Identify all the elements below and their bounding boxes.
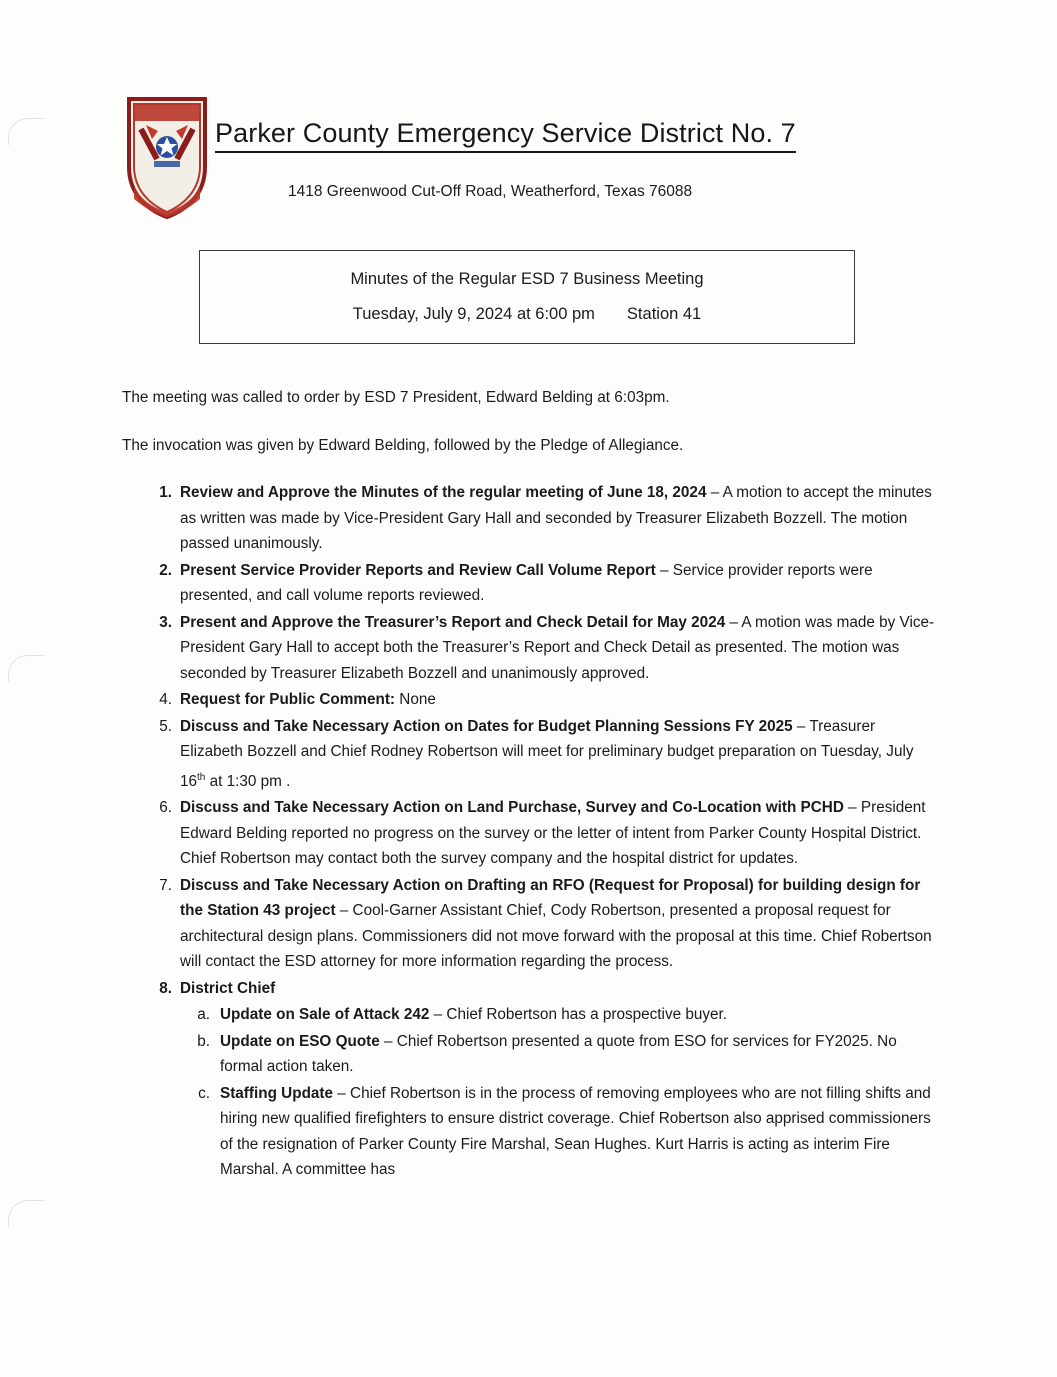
meeting-location: Station 41 <box>626 305 702 323</box>
agenda-subitem <box>180 1081 937 1183</box>
agenda-item <box>122 558 937 609</box>
agenda-subitem-number: b. <box>197 1032 210 1050</box>
agenda-item-heading: Discuss and Take Necessary Action on Drafting an RFO (Request for Proposal) for building design for the Station 43 project <box>180 876 921 920</box>
meeting-datetime-line <box>353 305 701 324</box>
esd-badge-logo <box>124 95 210 221</box>
agenda-item-heading: Discuss and Take Necessary Action on Land Purchase, Survey and Co-Location with PCHD <box>180 799 844 817</box>
intro-paragraph-2: The invocation was given by Edward Belding, followed by the Pledge of Allegiance. <box>122 436 684 454</box>
agenda-item <box>122 976 937 1183</box>
agenda-item-heading: Present Service Provider Reports and Review Call Volume Report <box>180 561 656 579</box>
meeting-title-box <box>199 250 855 344</box>
scan-artifact <box>8 118 45 145</box>
agenda-item <box>122 714 937 795</box>
agenda-subitem-number: a. <box>197 1006 210 1024</box>
agenda-item-text: – Service provider reports were presented, and call volume reports reviewed. <box>180 561 873 604</box>
agenda-item-number: 4. <box>159 691 172 708</box>
meeting-title: Minutes of the Regular ESD 7 Business Meeting <box>350 270 704 288</box>
agenda-item-number: 2. <box>159 561 172 579</box>
agenda-item-heading: Present and Approve the Treasurer’s Report and Check Detail for May 2024 <box>180 613 726 631</box>
agenda-sublist <box>180 1002 937 1183</box>
agenda-item <box>122 610 937 687</box>
agenda-item-text-after: at 1:30 pm . <box>205 772 291 790</box>
agenda-subitem <box>180 1002 937 1028</box>
agenda-item-number: 8. <box>159 979 172 997</box>
agenda-item-text: – Cool-Garner Assistant Chief, Cody Robertson, presented a proposal request for architectural design plans. Commissioners did not move forward with the proposal at this time. Chief Robertson will contact the ESD attorney for more information regarding the process. <box>180 902 932 971</box>
agenda-item-text: – A motion was made by Vice-President Gary Hall to accept both the Treasurer’s Report and Check Detail as presented. The motion was seconded by Treasurer Elizabeth Bozzell and unanimously approved. <box>180 613 935 682</box>
agenda-item-heading: Request for Public Comment: <box>180 691 396 708</box>
agenda-item-number: 1. <box>159 484 172 501</box>
agenda-item <box>122 795 937 872</box>
scan-artifact <box>8 1200 45 1227</box>
org-address: 1418 Greenwood Cut-Off Road, Weatherford, Texas 76088 <box>288 183 693 200</box>
agenda-item-text: – Treasurer Elizabeth Bozzell and Chief Rodney Robertson will meet for preliminary budget preparation on Tuesday, July 16 <box>180 717 914 790</box>
agenda-item-heading: Discuss and Take Necessary Action on Dates for Budget Planning Sessions FY 2025 <box>180 717 793 735</box>
agenda-item <box>122 873 937 975</box>
agenda-subitem-text: – Chief Robertson is in the process of removing employees who are not filling shifts and hiring new qualified firefighters to ensure district coverage. Chief Robertson also apprised commissioners of the resignation of Parker County Fire Marshal, Sean Hughes. Kurt Harris is acting as interim Fire Marshal. A committee has <box>220 1084 931 1179</box>
agenda-subitem-heading: Update on Sale of Attack 242 <box>220 1006 430 1024</box>
agenda-subitem <box>180 1029 937 1080</box>
agenda-item-heading: Review and Approve the Minutes of the regular meeting of June 18, 2024 <box>180 484 707 501</box>
agenda-item-text: – President Edward Belding reported no progress on the survey or the letter of intent from Parker County Hospital District. Chief Robertson may contact both the survey company and the hospital district for updates. <box>180 799 926 868</box>
page-title: Parker County Emergency Service District No. 7 <box>215 118 796 153</box>
agenda-item-heading: District Chief <box>180 979 276 997</box>
meeting-datetime: Tuesday, July 9, 2024 at 6:00 pm <box>352 305 595 323</box>
agenda-item-number: 7. <box>159 876 172 894</box>
agenda-item-text: None <box>395 691 436 708</box>
agenda-subitem-text: – Chief Robertson has a prospective buyer. <box>429 1006 728 1024</box>
agenda-item <box>122 480 937 557</box>
agenda-item-ordinal-suffix: th <box>197 771 206 783</box>
agenda-subitem-heading: Staffing Update <box>220 1084 334 1102</box>
agenda-item-text: – A motion to accept the minutes as written was made by Vice-President Gary Hall and seconded by Treasurer Elizabeth Bozzell. The motion passed unanimously. <box>180 484 932 552</box>
agenda-subitem-number: c. <box>198 1084 210 1102</box>
agenda-subitem-text: – Chief Robertson presented a quote from ESO for services for FY2025. No formal action taken. <box>220 1032 897 1076</box>
agenda-subitem-heading: Update on ESO Quote <box>220 1032 380 1050</box>
scan-artifact <box>8 655 45 682</box>
agenda-item-number: 6. <box>159 799 172 817</box>
document-body <box>122 385 937 1184</box>
agenda-item-number: 5. <box>159 717 172 735</box>
agenda-item-number: 3. <box>159 613 172 631</box>
agenda-list <box>122 480 937 1183</box>
intro-paragraph-1: The meeting was called to order by ESD 7 President, Edward Belding at 6:03pm. <box>122 389 670 406</box>
agenda-item <box>122 687 937 713</box>
